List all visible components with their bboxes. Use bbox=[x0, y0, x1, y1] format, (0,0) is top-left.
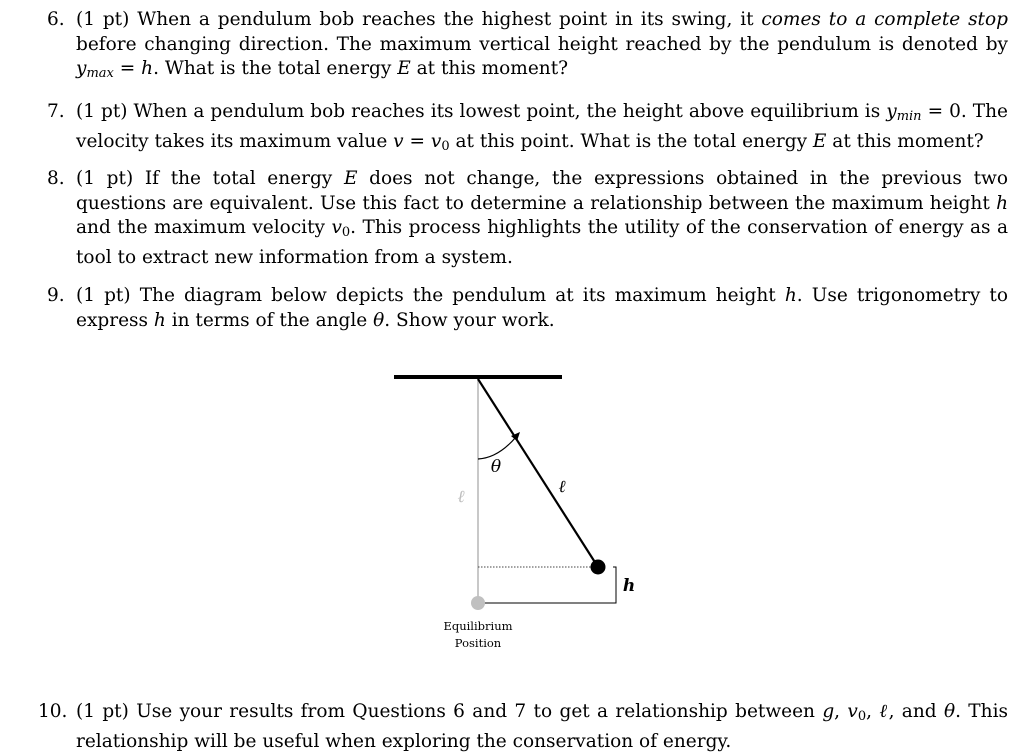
question-text bbox=[76, 701, 1008, 752]
length-label: ℓ bbox=[558, 477, 566, 497]
height-bracket bbox=[613, 567, 616, 603]
question-text-segment: When a pendulum bob reaches the highest point in its swing, it bbox=[137, 9, 762, 30]
question-points: (1 pt) bbox=[76, 168, 134, 189]
question-text-segment: , bbox=[834, 701, 848, 722]
question-text-segment: does not change, the expressions obtained in the previous two questions are equivalent. Use this fact to determine a relationship between the maximum height bbox=[76, 168, 1008, 214]
question-points: (1 pt) bbox=[76, 701, 129, 722]
question-text-segment: Use your results from Questions 6 and 7 to get a relationship between bbox=[136, 701, 823, 722]
question-text-segment: The diagram below depicts the pendulum at its maximum height bbox=[139, 285, 785, 306]
question-text-segment: g bbox=[822, 701, 835, 722]
question-text-segment: h bbox=[996, 192, 1008, 214]
question-number: 6. bbox=[47, 9, 65, 30]
question-text-segment: . This process highlights the utility of the conservation of energy as a tool to extract new information from a system. bbox=[76, 217, 1008, 268]
question-text-segment: comes to a complete stop bbox=[761, 9, 1008, 30]
question-text-segment: θ bbox=[943, 701, 956, 722]
question-text-segment: v bbox=[430, 130, 442, 152]
question-text-segment: = bbox=[403, 130, 431, 152]
question-text-segment: at this moment? bbox=[826, 130, 984, 152]
question-text-segment: y bbox=[886, 101, 897, 122]
question-text-segment: 0 bbox=[857, 709, 867, 724]
question-text-segment: = 0. The velocity takes its maximum value bbox=[76, 101, 1008, 152]
question-text-segment: . What is the total energy bbox=[153, 58, 398, 79]
question-text-segment: v bbox=[331, 217, 342, 238]
question-number: 9. bbox=[47, 285, 65, 306]
question-text bbox=[76, 9, 1008, 79]
question-9 bbox=[47, 284, 1008, 333]
question-text-segment: max bbox=[86, 66, 114, 81]
question-text-segment: 0 bbox=[341, 225, 351, 240]
question-text-segment: v bbox=[847, 701, 858, 722]
question-text-segment: h bbox=[141, 58, 154, 79]
question-text-segment: . This relationship will be useful when exploring the conservation of energy. bbox=[76, 701, 1008, 752]
question-text-segment: h bbox=[784, 285, 797, 306]
equilibrium-label-line2: Position bbox=[454, 636, 502, 650]
equilibrium-label-line1: Equilibrium bbox=[443, 619, 513, 633]
pendulum-diagram bbox=[380, 360, 680, 660]
question-text-segment: , bbox=[866, 701, 880, 722]
question-text-segment: and the maximum velocity bbox=[76, 217, 332, 238]
question-text-segment: ℓ bbox=[879, 701, 889, 722]
question-text-segment: If the total energy bbox=[144, 168, 344, 189]
question-points: (1 pt) bbox=[76, 285, 131, 306]
question-text-segment: . Show your work. bbox=[384, 309, 555, 331]
question-text-segment: = bbox=[113, 58, 142, 79]
question-points: (1 pt) bbox=[76, 9, 130, 30]
question-points: (1 pt) bbox=[76, 101, 128, 122]
question-text bbox=[76, 168, 1008, 268]
question-text-segment: at this moment? bbox=[410, 58, 569, 79]
equilibrium-bob bbox=[471, 596, 485, 610]
question-text bbox=[76, 285, 1008, 331]
question-number: 10. bbox=[38, 701, 68, 722]
question-text-segment: When a pendulum bob reaches its lowest point, the height above equilibrium is bbox=[133, 101, 887, 122]
angle-arc bbox=[478, 437, 516, 459]
question-text-segment: y bbox=[76, 58, 87, 79]
theta-label: θ bbox=[490, 457, 502, 477]
question-text-segment: , and bbox=[888, 701, 944, 722]
question-text-segment: E bbox=[397, 58, 411, 79]
question-text-segment: 0 bbox=[441, 138, 450, 154]
question-text-segment: h bbox=[153, 309, 166, 331]
question-6 bbox=[47, 8, 1008, 87]
question-text-segment: E bbox=[343, 168, 358, 189]
height-label: h bbox=[622, 576, 636, 596]
length-label-faded: ℓ bbox=[457, 487, 465, 507]
question-text-segment: min bbox=[896, 109, 922, 124]
question-number: 8. bbox=[47, 168, 65, 189]
question-text-segment: . Use trigonometry to express bbox=[76, 285, 1008, 331]
question-10 bbox=[38, 700, 1008, 754]
question-text bbox=[76, 101, 1008, 152]
question-text-segment: θ bbox=[373, 309, 385, 331]
pendulum-bob bbox=[591, 560, 606, 575]
question-text-segment: in terms of the angle bbox=[165, 309, 374, 331]
question-number: 7. bbox=[47, 101, 65, 122]
question-text-segment: at this point. What is the total energy bbox=[449, 130, 813, 152]
question-7 bbox=[47, 100, 1008, 159]
question-text-segment: v bbox=[393, 130, 404, 152]
question-text-segment: E bbox=[812, 130, 827, 152]
question-text-segment: before changing direction. The maximum vertical height reached by the pendulum is denoted by bbox=[76, 33, 1008, 55]
question-8 bbox=[47, 167, 1008, 270]
